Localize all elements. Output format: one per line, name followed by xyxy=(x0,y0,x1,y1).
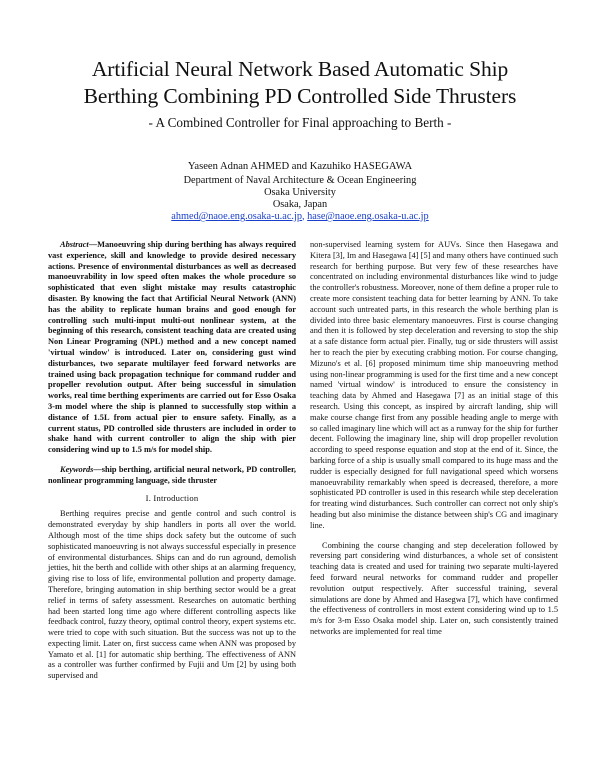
affiliation-location: Osaka, Japan xyxy=(272,199,328,210)
right-paragraph-1: non-supervised learning system for AUVs. Since then Hasegawa and Kitera [3], Im and Hasegawa [4] [5] and many others have continued such research for berthing purpose. But very few of these researches have concentrated on including environmental disturbances like wind to judge the controller's robustness. Moreover, none of them define a proper rule to create more consistent teaching data for better learning by ANN. To take account such untreated parts, in this research the whole berthing plan is divided into three basic elementary manoeuvres. First is course changing and then it is followed by step deceleration and reversing to stop the ship at a safe distance form actual pier. Finally, tug or side thrusters will assist her to reach the pier by executing crabbing motion. For course changing, Mizuno's et al. [6] proposed minimum time ship manoeuvring method using non-linear programming is used for the first time and a new concept named 'virtual window' is introduced to ensure the consistency in teaching data by Ahmed and Hasegawa [7] as an initial stage of this research. Using this concept, as inspired by aircraft landing, ship will make course change first from any possible heading angle to merge with so called imaginary line which will act as a runway for the ship for further decent. Following the imaginary line, ship will drop propeller revolution according to speed response equation and stop at the end of it. Since, the barking force of a ship is usually small compared to its huge mass and the rudder is especially designed for full navigational speed which worsens manoeuvrability remarkably when speed is decreased, therefore, a more sophisticated PD controller is used in this research while step deceleration for treating wind disturbances. Such controller can correct not only ship's heading but also minimise the distance between ship's CG and imaginary line. xyxy=(310,240,558,530)
abstract xyxy=(48,240,296,456)
keywords-label: Keywords xyxy=(60,464,94,474)
paper-title-line-2: Berthing Combining PD Controlled Side Thrusters xyxy=(83,84,517,108)
paper-subtitle: - A Combined Controller for Final approaching to Berth - xyxy=(148,115,452,130)
intro-paragraph-1: Berthing requires precise and gentle control and such control is demonstrated everyday by ship handlers in ports all over the world. Although most of the time ships dock safety but the outcome of such sophisticated manoeuvring is not always successful especially in presence of environmental disturbances. Ships can and do run aground, demolish jetties, hit the berth and collide with other ships at an alarming frequency, giving rise to loss of life, environmental pollution and property damage. Therefore, bringing automation in ship berthing sector would be a great relief in terms of safety assessment. Researches on automatic berthing had been started long time ago where different controlling aspects like feedback control, fuzzy theory, optimal control theory, expert systems etc. were tried to cope with such situation. But the success was not up to the expecting limit. Later on, first success came when ANN was proposed by Yamato et al. [1] for automatic ship berthing. The effectiveness of ANN as a controller was further confirmed by Fujii and Um [2] by using both supervised and xyxy=(48,509,296,681)
email-link-hasegawa[interactable]: hase@naoe.eng.osaka-u.ac.jp xyxy=(307,211,429,222)
section-heading-introduction: I. Introduction xyxy=(145,492,199,503)
email-link-ahmed[interactable]: ahmed@naoe.eng.osaka-u.ac.jp xyxy=(171,211,302,222)
right-paragraph-2: Combining the course changing and step deceleration followed by reversing part considering wind disturbances, a whole set of consistent teaching data is created and used for training two separate multi-layered feed forward neural networks for command rudder and propeller revolution output respectively. After successful training, several simulations are done by Ahmed and Hasegwa [7], which have confirmed the effectiveness of controllers in most extent considering wind up to 1.5 m/s for 3-m Esso Osaka model ship. Later on, such consistently trained networks are implemented for real time xyxy=(310,540,558,636)
authors: Yaseen Adnan AHMED and Kazuhiko HASEGAWA xyxy=(187,161,413,172)
left-column xyxy=(48,240,296,682)
affiliation-university: Osaka University xyxy=(264,187,336,198)
right-column xyxy=(310,240,558,638)
affiliation-department: Department of Naval Architecture & Ocean Engineering xyxy=(183,175,417,186)
email-separator: , xyxy=(301,211,308,222)
abstract-label: Abstract xyxy=(60,240,89,249)
author-emails xyxy=(0,211,600,224)
paper-title-line-1: Artificial Neural Network Based Automatic Ship xyxy=(91,57,509,81)
abstract-text: —Manoeuvring ship during berthing has always required vast experience, skill and knowledge to provide desired necessary actions. Presence of environmental disturbances as well as decreased manoeuvrability in low speed often makes the whole procedure so sophisticated that even slight mistake may results catastrophic disaster. By knowing the fact that Artificial Neural Network (ANN) has the ability to replicate human brains and good enough for controlling such multi-input multi-out nonlinear system, at the beginning of this research, consistent teaching data are created using Non Linear Programing (NPL) method and a new concept named 'virtual window' is introduced. Later on, considering gust wind disturbances, two separate multilayer feed forward networks are trained using back propagation technique for command rudder and propeller revolution output. After being successful in simulation works, real time berthing experiments are carried out for Esso Osaka 3-m model where the ship is planned to successfully stop within a distance of 1.5L from actual pier to ensure safety. Finally, as a current status, PD controlled side thrusters are included in order to shake hand with current controller to align the ship with pier considering wind up to 1.5 m/s for model ship. xyxy=(48,240,296,455)
keywords-text: —ship berthing, artificial neural network, PD controller, nonlinear programming language, side thruster xyxy=(48,464,296,485)
keywords xyxy=(48,465,296,487)
